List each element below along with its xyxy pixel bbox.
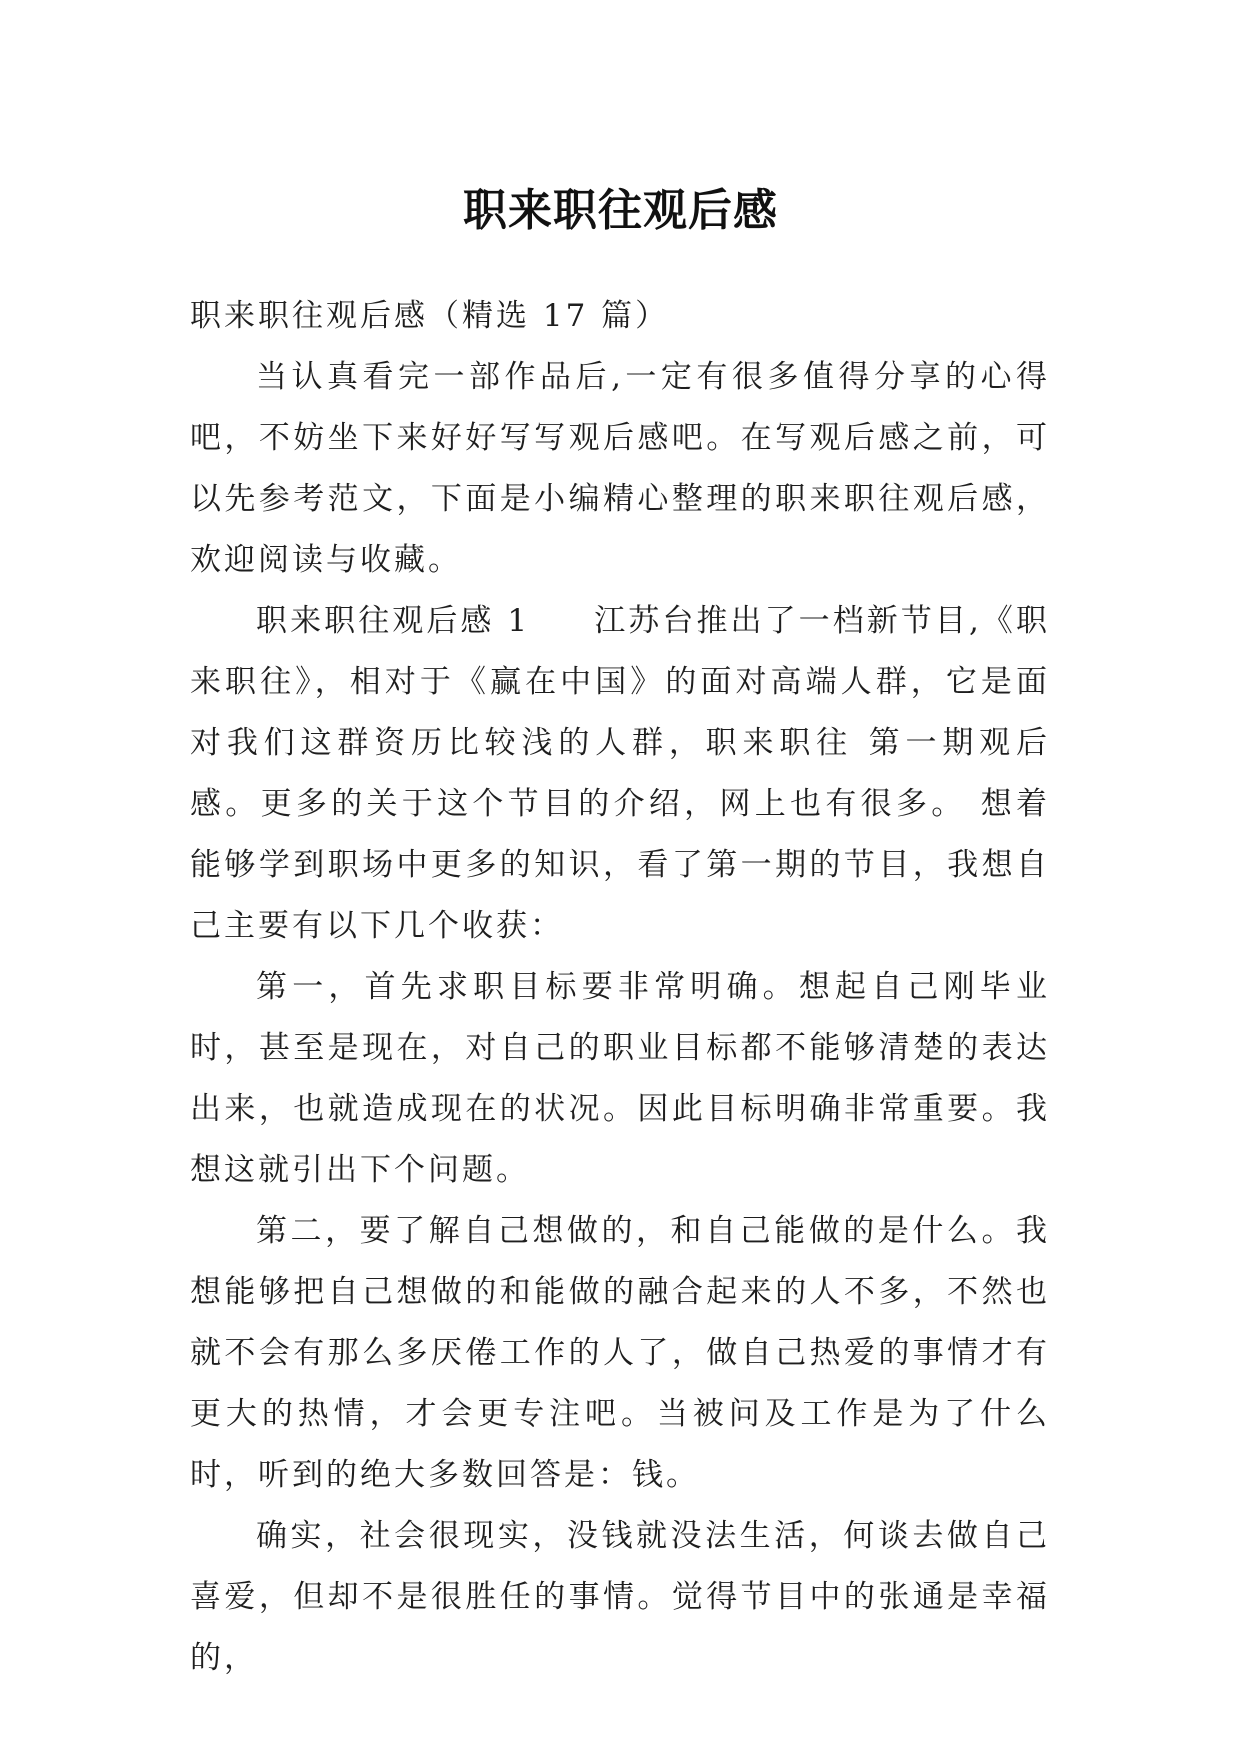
point-1-paragraph: 第一，首先求职目标要非常明确。想起自己刚毕业时，甚至是现在，对自己的职业目标都不能够清楚的表达出来，也就造成现在的状况。因此目标明确非常重要。我想这就引出下个问题。	[190, 969, 1050, 1188]
document-subtitle: 职来职往观后感（精选 17 篇）	[190, 298, 670, 334]
document-title: 职来职往观后感	[463, 185, 778, 237]
point-2-paragraph: 第二，要了解自己想做的，和自己能做的是什么。我想能够把自己想做的和能做的融合起来的人不多，不然也就不会有那么多厌倦工作的人了，做自己热爱的事情才有更大的热情，才会更专注吧。当被问及工作是为了什么时，听到的绝大多数回答是：钱。	[190, 1213, 1050, 1493]
point-3-paragraph: 确实，社会很现实，没钱就没法生活，何谈去做自己喜爱，但却不是很胜任的事情。觉得节目中的张通是幸福的，	[190, 1518, 1050, 1676]
document-body	[190, 286, 1050, 1689]
intro-paragraph: 当认真看完一部作品后,一定有很多值得分享的心得吧，不妨坐下来好好写写观后感吧。在写观后感之前，可以先参考范文，下面是小编精心整理的职来职往观后感，欢迎阅读与收藏。	[190, 359, 1050, 578]
section-1-paragraph	[190, 591, 1050, 957]
section-1-heading: 职来职往观后感 1	[256, 603, 531, 639]
section-1-text: 江苏台推出了一档新节目,《职来职往》，相对于《赢在中国》的面对高端人群，它是面对我们这群资历比较浅的人群，职来职往 第一期观后感。更多的关于这个节目的介绍，网上也有很多。 想着能够学到职场中更多的知识，看了第一期的节目，我想自己主要有以下几个收获：	[190, 603, 1051, 944]
